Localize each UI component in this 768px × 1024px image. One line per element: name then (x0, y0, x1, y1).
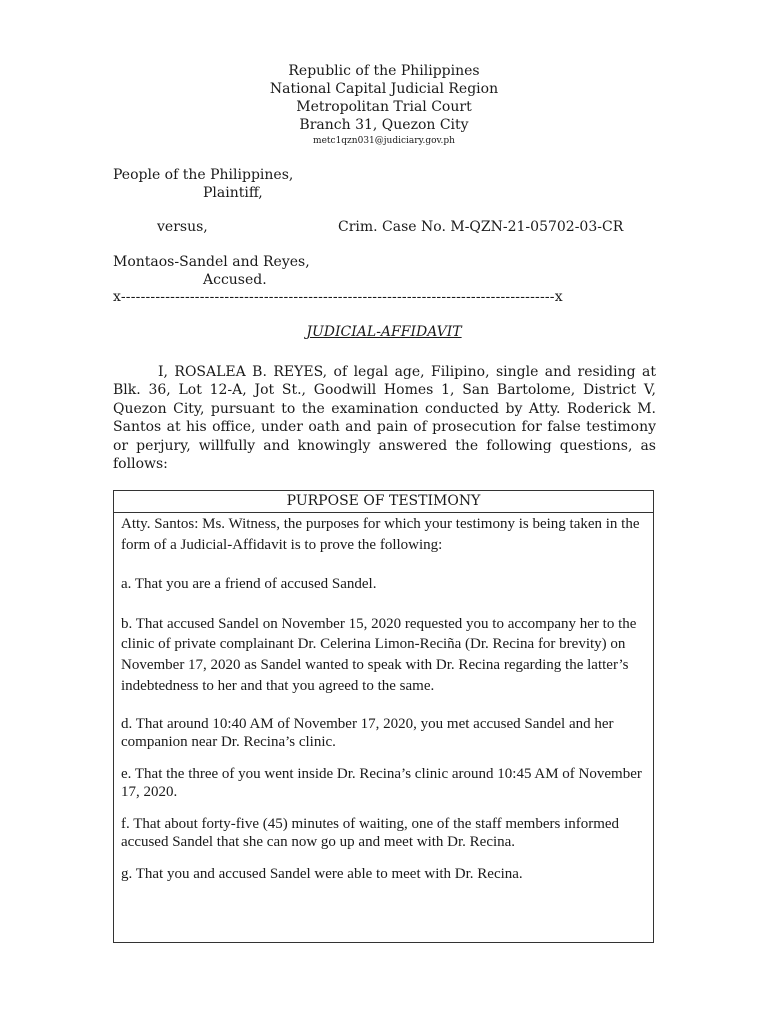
header-email: metc1qzn031@judiciary.gov.ph (313, 136, 455, 146)
accused-block (113, 253, 658, 289)
plaintiff-name: People of the Philippines, (113, 167, 294, 183)
purpose-heading: PURPOSE OF TESTIMONY (114, 491, 653, 513)
case-number: Crim. Case No. M-QZN-21-05702-03-CR (338, 219, 624, 235)
header-branch: Branch 31, Quezon City (299, 117, 469, 133)
court-header (0, 62, 768, 147)
versus-label: versus, (157, 219, 208, 235)
purpose-body (114, 513, 653, 883)
plaintiff-role: Plaintiff, (203, 185, 263, 201)
purpose-item-e: e. That the three of you went inside Dr. Recina’s clinic around 10:45 AM of November 17, 2020. (121, 766, 642, 801)
purpose-item-d: d. That around 10:40 AM of November 17, 2020, you met accused Sandel and her companion near Dr. Recina’s clinic. (121, 716, 614, 751)
purpose-item-b: b. That accused Sandel on November 15, 2020 requested you to accompany her to the clinic of private complainant Dr. Celerina Limon-Reciña (Dr. Recina for brevity) on November 17, 2020 as Sandel wanted to speak with Dr. Recina regarding the latter’s indebtedness to her and that you agreed to the same. (121, 615, 637, 694)
header-republic: Republic of the Philippines (288, 63, 480, 79)
purpose-item-g: g. That you and accused Sandel were able to meet with Dr. Recina. (121, 866, 523, 883)
purpose-item-a: a. That you are a friend of accused Sandel. (121, 576, 377, 593)
accused-name: Montaos-Sandel and Reyes, (113, 254, 310, 270)
intro-paragraph: I, ROSALEA B. REYES, of legal age, Filipino, single and residing at Blk. 36, Lot 12-A, Jot St., Goodwill Homes 1, San Bartolome, District V, Quezon City, pursuant to the examination conducted by Atty. Roderick M. Santos at his office, under oath and pain of prosecution for false testimony or perjury, willfully and knowingly answered the following questions, as follows: (113, 364, 656, 473)
purpose-item-f: f. That about forty-five (45) minutes of waiting, one of the staff members informed accused Sandel that she can now go up and meet with Dr. Recina. (121, 816, 620, 851)
header-court: Metropolitan Trial Court (296, 99, 472, 115)
header-region: National Capital Judicial Region (269, 81, 499, 97)
caption-separator: x----------------------------------------------------------------------------------------x (113, 289, 563, 305)
document-title: JUDICIAL-AFFIDAVIT (306, 324, 462, 340)
purpose-lead: Atty. Santos: Ms. Witness, the purposes for which your testimony is being taken in the form of a Judicial-Affidavit is to prove the following: (121, 516, 640, 553)
purpose-table (113, 490, 654, 943)
plaintiff-block (113, 166, 658, 202)
accused-role: Accused. (203, 272, 267, 288)
